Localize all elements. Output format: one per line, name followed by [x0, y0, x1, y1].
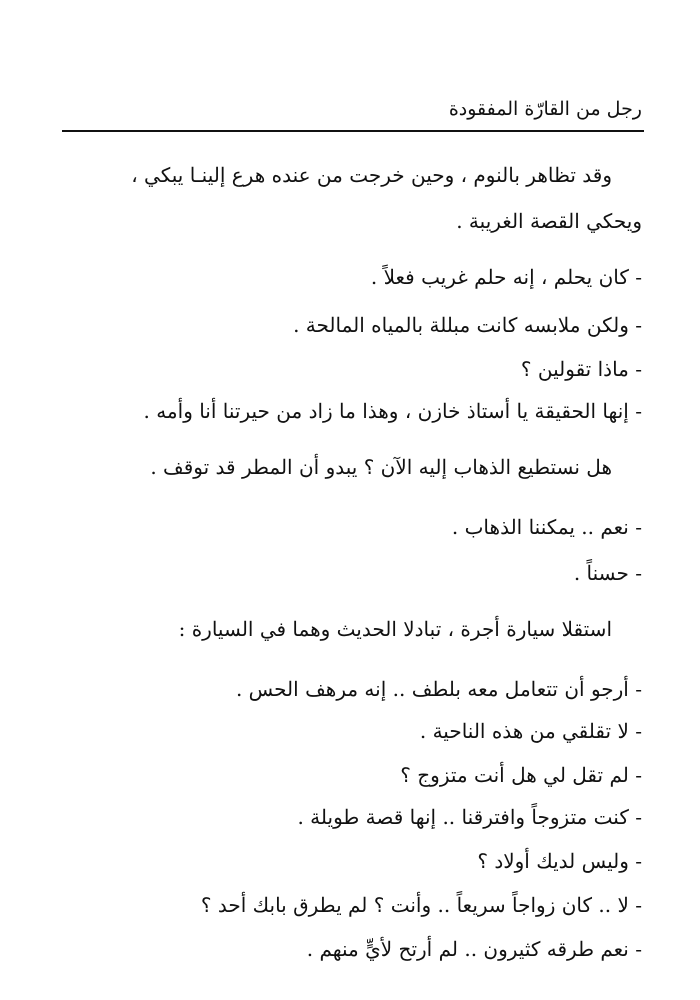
- dialogue-line: - وليس لديك أولاد ؟: [477, 846, 642, 876]
- paragraph-line: ويحكي القصة الغريبة .: [456, 209, 642, 233]
- dialogue-line: - لم تقل لي هل أنت متزوج ؟: [400, 760, 642, 790]
- dialogue-line: - ولكن ملابسه كانت مبللة بالمياه المالحة .: [293, 310, 642, 340]
- dialogue-line: - لا .. كان زواجاً سريعاً .. وأنت ؟ لم يطرق بابك أحد ؟: [201, 890, 642, 920]
- dialogue-line: - ماذا تقولين ؟: [521, 354, 642, 384]
- running-header-title: رجل من القارّة المفقودة: [448, 98, 642, 120]
- dialogue-line: - كان يحلم ، إنه حلم غريب فعلاً .: [371, 262, 642, 292]
- dialogue-line: - أرجو أن تتعامل معه بلطف .. إنه مرهف الحس .: [236, 674, 642, 704]
- dialogue-line: - إنها الحقيقة يا أستاذ خازن ، وهذا ما زاد من حيرتنا أنا وأمه .: [143, 396, 642, 426]
- dialogue-line: - لا تقلقي من هذه الناحية .: [420, 716, 642, 746]
- dialogue-line: - كنت متزوجاً وافترقنا .. إنها قصة طويلة .: [297, 802, 642, 832]
- dialogue-line: - حسناً .: [574, 558, 642, 588]
- header-divider: [62, 130, 644, 132]
- dialogue-line: - نعم طرقه كثيرون .. لم أرتح لأيٍّ منهم .: [307, 934, 642, 964]
- dialogue-line: - نعم .. يمكننا الذهاب .: [452, 512, 642, 542]
- narration-line: استقلا سيارة أجرة ، تبادلا الحديث وهما في السيارة :: [178, 617, 612, 641]
- narration-line: هل نستطيع الذهاب إليه الآن ؟ يبدو أن المطر قد توقف .: [150, 455, 612, 479]
- paragraph-line: وقد تظاهر بالنوم ، وحين خرجت من عنده هرع إلينـا يبكي ،: [131, 163, 612, 187]
